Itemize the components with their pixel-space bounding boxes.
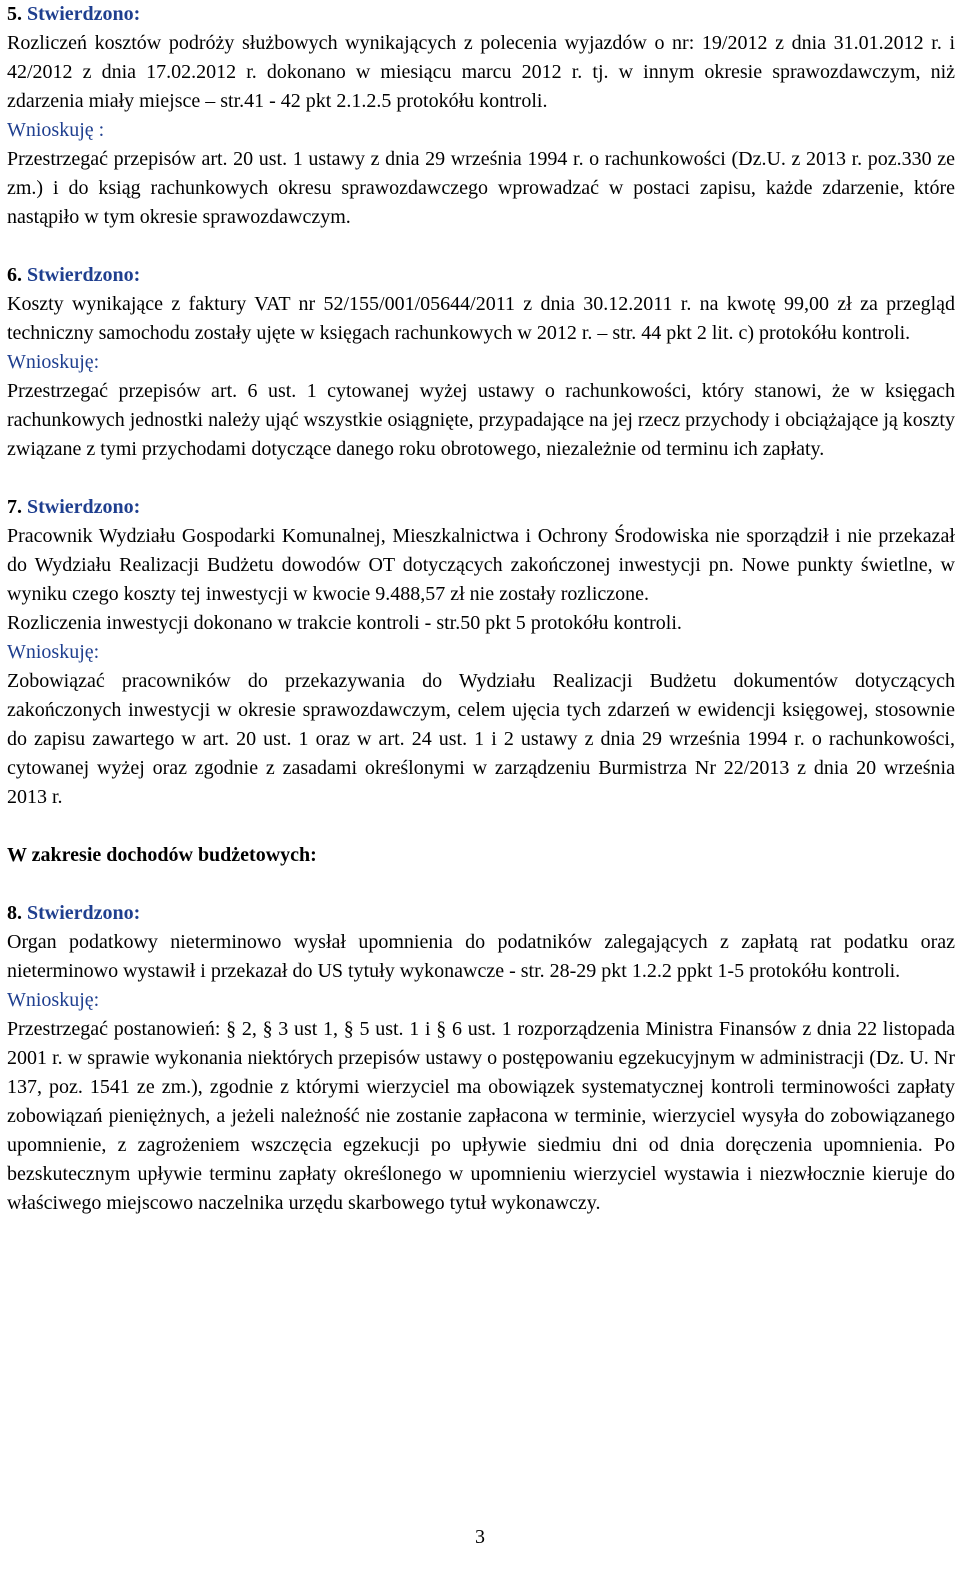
section-7-recommend-label: Wnioskuję: — [7, 641, 100, 663]
finding-label: Stwierdzono: — [27, 264, 141, 286]
section-number: 7. — [7, 496, 22, 518]
section-number: 6. — [7, 264, 22, 286]
section-8-finding: Organ podatkowy nieterminowo wysłał upomnienia do podatników zalegających z zapłatą rat podatku oraz nieterminowo wystawił i przekazał do US tytuły wykonawcze - str. 28-29 pkt 1.2.2 ppkt 1-5 protokółu kontroli. — [7, 931, 955, 982]
section-7-finding-extra: Rozliczenia inwestycji dokonano w trakcie kontroli - str.50 pkt 5 protokółu kontroli. — [7, 612, 682, 634]
section-8-heading — [7, 899, 955, 928]
section-8-recommend-label: Wnioskuję: — [7, 989, 100, 1011]
finding-label: Stwierdzono: — [27, 3, 141, 25]
document-page — [7, 0, 955, 1218]
section-number: 8. — [7, 902, 22, 924]
finding-label: Stwierdzono: — [27, 902, 141, 924]
income-section-heading: W zakresie dochodów budżetowych: — [7, 844, 317, 866]
section-5-finding: Rozliczeń kosztów podróży służbowych wynikających z polecenia wyjazdów o nr: 19/2012 z dnia 31.01.2012 r. i 42/2012 z dnia 17.02.2012 r. dokonano w miesiącu marcu 2012 r. tj. w innym okresie sprawozdawczym, niż zdarzenia miały miejsce – str.41 - 42 pkt 2.1.2.5 protokółu kontroli. — [7, 32, 955, 112]
section-7-recommendation: Zobowiązać pracowników do przekazywania do Wydziału Realizacji Budżetu dokumentów dotyczących zakończonych inwestycji w okresie sprawozdawczym, celem ujęcia tych zdarzeń w ewidencji księgowej, stosownie do zapisu zawartego w art. 20 ust. 1 oraz w art. 24 ust. 1 i 2 ustawy z dnia 29 września 1994 r. o rachunkowości, cytowanej wyżej oraz zgodnie z zasadami określonymi w zarządzeniu Burmistrza Nr 22/2013 z dnia 20 września 2013 r. — [7, 670, 955, 808]
section-7-heading — [7, 493, 955, 522]
section-5-recommendation: Przestrzegać przepisów art. 20 ust. 1 ustawy z dnia 29 września 1994 r. o rachunkowości (Dz.U. z 2013 r. poz.330 ze zm.) i do ksiąg rachunkowych okresu sprawozdawczego wprowadzać w postaci zapisu, każde zdarzenie, które nastąpiło w tym okresie sprawozdawczym. — [7, 148, 955, 228]
finding-label: Stwierdzono: — [27, 496, 141, 518]
section-7-finding: Pracownik Wydziału Gospodarki Komunalnej, Mieszkalnictwa i Ochrony Środowiska nie sporządził i nie przekazał do Wydziału Realizacji Budżetu dowodów OT dotyczących zakończonej inwestycji pn. Nowe punkty świetlne, w wyniku czego koszty tej inwestycji w kwocie 9.488,57 zł nie zostały rozliczone. — [7, 525, 955, 605]
section-5-recommend-label: Wnioskuję : — [7, 119, 105, 141]
section-6-recommend-label: Wnioskuję: — [7, 351, 100, 373]
section-8-recommendation: Przestrzegać postanowień: § 2, § 3 ust 1, § 5 ust. 1 i § 6 ust. 1 rozporządzenia Ministra Finansów z dnia 22 listopada 2001 r. w sprawie wykonania niektórych przepisów ustawy o postępowaniu egzekucyjnym w administracji (Dz. U. Nr 137, poz. 1541 ze zm.), zgodnie z którymi wierzyciel ma obowiązek systematycznej kontroli terminowości zapłaty zobowiązań pieniężnych, a jeżeli należność nie zostanie zapłacona w terminie, wierzyciel wysyła do zobowiązanego upomnienie, z zagrożeniem wszczęcia egzekucji po upływie siedmiu dni od dnia doręczenia upomnienia. Po bezskutecznym upływie terminu zapłaty określonego w upomnieniu wierzyciel wystawia i niezwłocznie kieruje do właściwego miejscowo naczelnika urzędu skarbowego tytuł wykonawczy. — [7, 1018, 955, 1214]
section-number: 5. — [7, 3, 22, 25]
section-6-recommendation: Przestrzegać przepisów art. 6 ust. 1 cytowanej wyżej ustawy o rachunkowości, który stanowi, że w księgach rachunkowych jednostki należy ująć wszystkie osiągnięte, przypadające na jej rzecz przychody i obciążające ją koszty związane z tymi przychodami dotyczące danego roku obrotowego, niezależnie od terminu ich zapłaty. — [7, 380, 955, 460]
section-6-heading — [7, 261, 955, 290]
section-5-heading — [7, 0, 955, 29]
page-number: 3 — [475, 1526, 485, 1548]
section-6-finding: Koszty wynikające z faktury VAT nr 52/155/001/05644/2011 z dnia 30.12.2011 r. na kwotę 99,00 zł za przegląd techniczny samochodu zostały ujęte w księgach rachunkowych w 2012 r. – str. 44 pkt 2 lit. c) protokółu kontroli. — [7, 293, 955, 344]
